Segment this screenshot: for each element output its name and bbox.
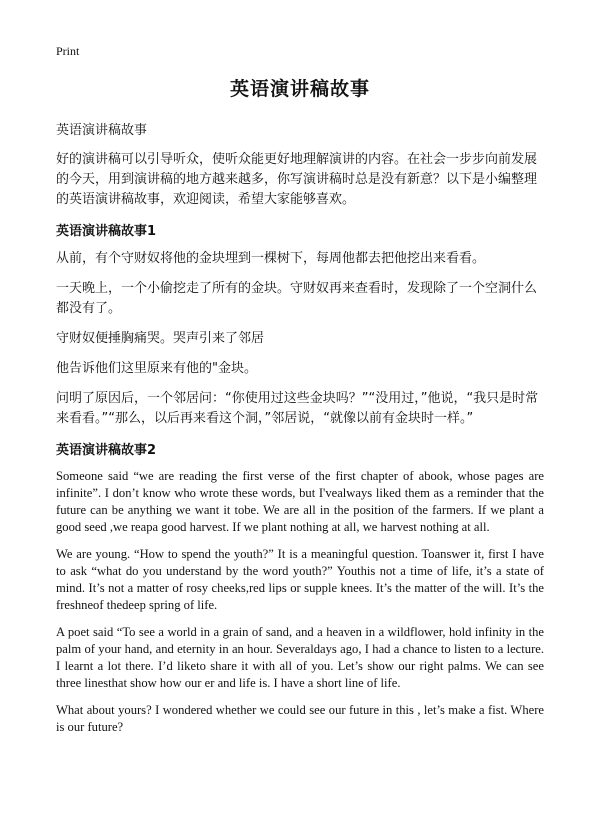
section-1-heading: 英语演讲稿故事1	[56, 224, 157, 239]
section-1-paragraph: 他告诉他们这里原来有他的"金块。	[56, 361, 257, 376]
section-1-paragraph: 从前，有个守财奴将他的金块埋到一棵树下，每周他都去把他挖出来看看。	[56, 251, 486, 266]
section-2-heading: 英语演讲稿故事2	[56, 443, 157, 458]
document-subtitle: 英语演讲稿故事	[56, 123, 148, 138]
section-2-paragraph: A poet said “To see a world in a grain of sand, and a heaven in a wildflower, hold infinity in the palm of your hand, and eternity in an hour. Severaldays ago, I had a chance to listen to a lecture. I learnt a lot there. I’d liketo share it with all of you. Let’s show our right palms. We can see three linesthat show how our er and life is. I have a short line of life.	[56, 625, 544, 690]
section-2-paragraph: What about yours? I wondered whether we could see our future in this , let’s make a fist. Where is our future?	[56, 703, 544, 734]
intro-paragraph: 好的演讲稿可以引导听众，使听众能更好地理解演讲的内容。在社会一步步向前发展的今天，用到演讲稿的地方越来越多，你写演讲稿时总是没有新意？以下是小编整理的英语演讲稿故事，欢迎阅读，希望大家能够喜欢。	[56, 152, 538, 207]
document-title: 英语演讲稿故事	[229, 78, 370, 100]
section-1-paragraph: 问明了原因后，一个邻居问：“你使用过这些金块吗？”“没用过，”他说，“我只是时常来看看。”“那么，以后再来看这个洞，”邻居说，“就像以前有金块时一样。”	[56, 391, 539, 426]
section-1-paragraph: 一天晚上，一个小偷挖走了所有的金块。守财奴再来查看时，发现除了一个空洞什么都没有了。	[56, 281, 538, 316]
section-2-paragraph: Someone said “we are reading the first verse of the first chapter of abook, whose pages are infinite”. I don’t know who wrote these words, but I'vealways liked them as a reminder that the future can be anything we want it tobe. We are all in the position of the farmers. If we plant a good seed ,we reapa good harvest. If we plant nothing at all, we harvest nothing at all.	[56, 469, 544, 534]
section-2-paragraph: We are young. “How to spend the youth?” It is a meaningful question. Toanswer it, first I have to ask “what do you understand by the word youth?” Youthis not a time of life, it’s a state of mind. It’s not a matter of rosy cheeks,red lips or supple knees. It’s the matter of the will. It’s the freshneof thedeep spring of life.	[56, 547, 544, 612]
print-label: Print	[56, 44, 80, 58]
section-1-paragraph: 守财奴便捶胸痛哭。哭声引来了邻居	[56, 331, 265, 346]
